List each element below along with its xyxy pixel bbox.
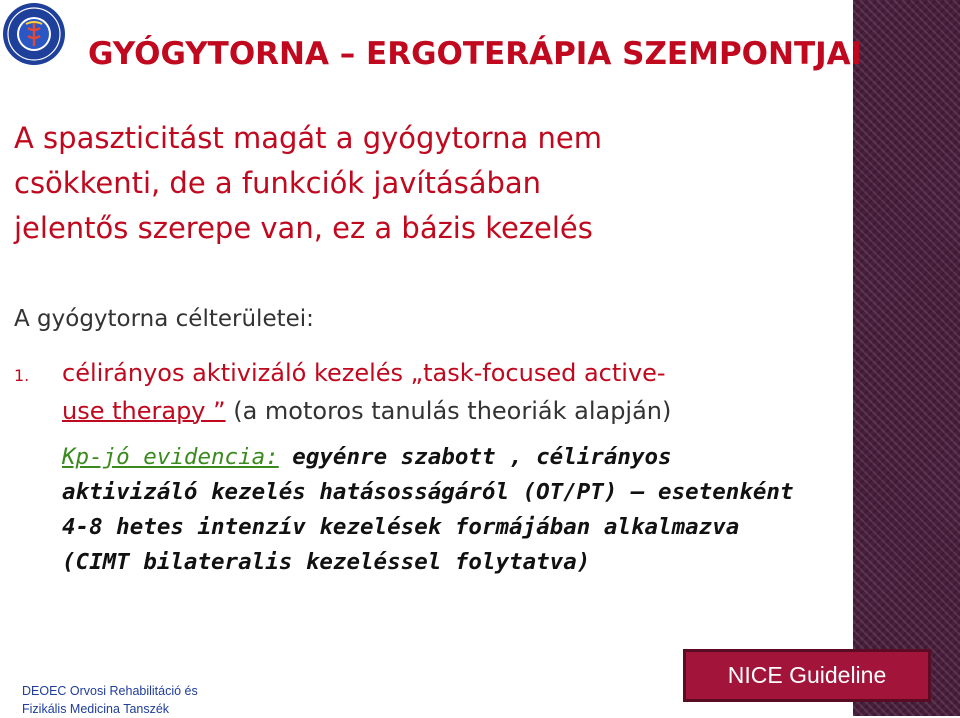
- nice-guideline-label: NICE Guideline: [727, 662, 887, 688]
- university-seal-icon: [2, 2, 66, 66]
- footer-line-1: DEOEC Orvosi Rehabilitáció és: [22, 684, 198, 698]
- item-rest-text: (a motoros tanulás theoriák alapján): [233, 397, 672, 425]
- decorative-side-band: [853, 0, 960, 716]
- evidence-line-3: 4-8 hetes intenzív kezelések formájában alkalmazva: [62, 514, 740, 540]
- targets-heading: A gyógytorna célterületei:: [14, 306, 314, 332]
- lead-line-3: jelentős szerepe van, ez a bázis kezelés: [14, 211, 593, 245]
- list-item-number: 1.: [14, 366, 30, 385]
- lead-line-1: A spaszticitást magát a gyógytorna nem: [14, 121, 602, 155]
- evidence-paragraph: [62, 440, 852, 580]
- evidence-line-4: (CIMT bilateralis kezeléssel folytatva): [62, 549, 591, 575]
- footer-line-2: Fizikális Medicina Tanszék: [22, 702, 170, 716]
- evidence-line-1: egyénre szabott , célirányos: [292, 444, 672, 470]
- list-item: [62, 354, 832, 430]
- slide-title: GYÓGYTORNA – ERGOTERÁPIA SZEMPONTJAI: [88, 36, 863, 72]
- item-red-text: célirányos aktivizáló kezelés „task-focused active-: [62, 359, 666, 387]
- lead-line-2: csökkenti, de a funkciók javításában: [14, 166, 542, 200]
- footer-department: [22, 682, 198, 718]
- nice-guideline-badge: [683, 649, 931, 702]
- evidence-line-2: aktivizáló kezelés hatásosságáról (OT/PT) – esetenként: [62, 479, 794, 505]
- lead-statement: [14, 116, 814, 251]
- item-underlined-text: use therapy ”: [62, 397, 226, 425]
- evidence-label: Kp-jó evidencia:: [62, 444, 279, 470]
